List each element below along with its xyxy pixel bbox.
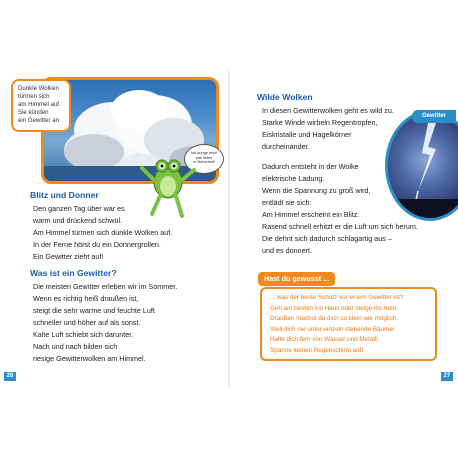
text-line: Ein Gewitter zieht auf! <box>33 252 104 261</box>
text-line: In der Ferne hörst du ein Donnergrollen. <box>33 240 161 249</box>
text-line: Wenn die Spannung zu groß wird, <box>262 186 371 195</box>
text-line: Wenn es richtig heiß draußen ist, <box>33 294 139 303</box>
page-number-right: 27 <box>441 372 453 381</box>
info-line: ... was der beste Schutz vor einem Gewitter ist? <box>270 294 404 301</box>
text-line: warm und drückend schwül. <box>33 216 123 225</box>
text-line: schneller und höher auf als sonst. <box>33 318 141 327</box>
bubble-line: Ich bringe mich <box>191 151 217 155</box>
lightning-photo-label: Gewitter <box>412 110 456 123</box>
section-was-ist-gewitter-text <box>33 281 223 365</box>
callout-line: ein Gewitter an. <box>18 117 61 124</box>
wilde-wolken-para1 <box>262 105 402 153</box>
text-line: Die dehnt sich dadurch schlagartig aus – <box>262 234 392 243</box>
book-gutter <box>228 70 230 388</box>
section-blitz-donner-text <box>33 203 223 263</box>
text-line: riesige Gewitterwolken am Himmel. <box>33 354 146 363</box>
section-heading-blitz-donner: Blitz und Donner <box>30 190 99 200</box>
text-line: Dadurch entsteht in der Wolke <box>262 162 359 171</box>
info-line: Stell dich nie unter einzeln stehende Bäume! <box>270 325 395 333</box>
info-line: Halte dich fern von Wasser und Metall! <box>270 336 378 343</box>
page-number-left: 26 <box>4 372 16 381</box>
text-line: Rasend schnell erhitzt er die Luft um sich herum. <box>262 222 418 231</box>
text-line: entlädt sie sich: <box>262 198 312 207</box>
bubble-line: in Sicherheit! <box>193 160 215 165</box>
section-heading-was-ist-gewitter: Was ist ein Gewitter? <box>30 268 117 278</box>
text-line: In diesen Gewitterwolken geht es wild zu. <box>262 106 394 115</box>
text-line: Die meisten Gewitter erleben wir im Sommer. <box>33 282 178 291</box>
info-box-title: Hast du gewusst ... <box>258 272 335 286</box>
info-box-hast-du-gewusst <box>260 287 437 361</box>
text-line: elektrische Ladung. <box>262 174 325 183</box>
clouds-caption-callout <box>11 79 71 132</box>
text-line: Am Himmel türmen sich dunkle Wolken auf. <box>33 228 173 237</box>
callout-line: Dunkle Wolken <box>18 85 59 92</box>
text-line: Eiskristalle und Hagelkörner <box>262 130 352 139</box>
text-line: Den ganzen Tag über war es <box>33 204 125 213</box>
callout-line: türmen sich <box>18 93 50 100</box>
text-line: Am Himmel erscheint ein Blitz. <box>262 210 360 219</box>
text-line: Nach und nach bilden sich <box>33 342 118 351</box>
info-line: Draußen machst du dich so klein wie möglich. <box>270 315 399 322</box>
bubble-line: mal lieber <box>195 155 213 160</box>
info-line: Spanne keinen Regenschirm auf! <box>270 346 364 354</box>
section-heading-wilde-wolken: Wilde Wolken <box>257 92 313 102</box>
callout-line: am Himmel auf. <box>18 101 61 108</box>
callout-line: Sie künden <box>18 109 49 116</box>
text-line: und es donnert. <box>262 246 312 255</box>
info-line: Geh am besten ins Haus oder steige ins Auto. <box>270 304 399 312</box>
text-line: steigt die sehr warme und feuchte Luft <box>33 306 155 315</box>
text-line: Kalte Luft schiebt sich darunter. <box>33 330 134 339</box>
text-line: Starke Winde wirbeln Regentropfen, <box>262 118 378 127</box>
text-line: durcheinander. <box>262 142 310 151</box>
